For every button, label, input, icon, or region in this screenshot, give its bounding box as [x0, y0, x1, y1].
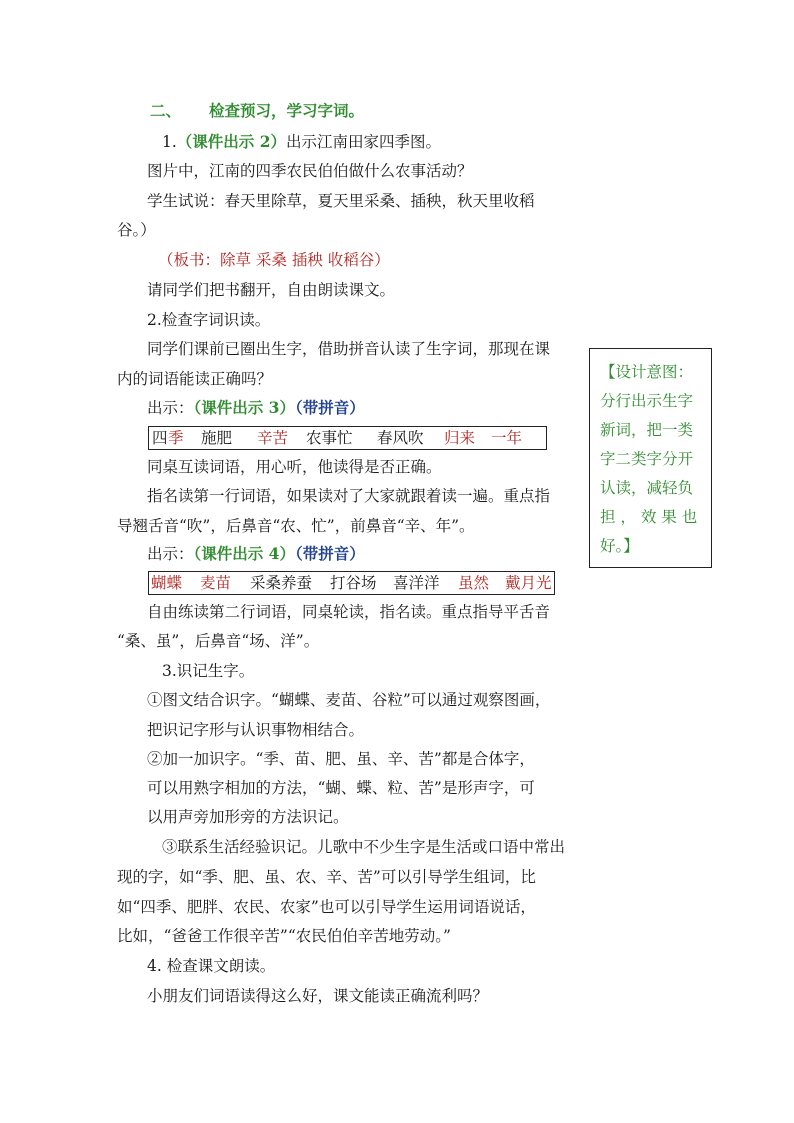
word-daguchang: 打谷场: [330, 574, 377, 592]
answer-line: 学生试说：春天里除草，夏天里采桑、插秧，秋天里收稻: [147, 192, 535, 210]
design-intent-box: [589, 348, 712, 568]
design-intent-line: 字二类字分开: [600, 450, 694, 468]
paragraph-2a: 同学们课前已圈出生字，借助拼音认读了生字词，那现在课: [147, 340, 551, 358]
step-1: [162, 131, 441, 153]
method-3b: 现的字，如“季、肥、虽、农、辛、苦”可以引导学生组词，比: [117, 868, 536, 886]
answer-line-cont: 谷。）: [117, 221, 156, 239]
step-1-number: 1.: [162, 133, 177, 151]
step-3: 3.识记生字。: [162, 662, 255, 680]
open-book-line: 请同学们把书翻开，自由朗读课文。: [147, 281, 396, 299]
word-box-2: [148, 571, 555, 595]
section-heading: [150, 100, 364, 122]
word-box-1: [148, 426, 547, 450]
word-si: 四: [152, 429, 168, 447]
closing-question: 小朋友们词语读得这么好，课文能读正确流利吗？: [147, 987, 489, 1005]
design-intent-line: 新词，把一类: [600, 421, 694, 439]
show-pinyin: （带拼音）: [294, 398, 365, 417]
word-guilai: 归来: [444, 429, 476, 447]
show-tag: （课件出示 3）: [193, 398, 295, 417]
method-1b: 把识记字形与认识事物相结合。: [147, 721, 365, 739]
question-line: 图片中，江南的四季农民伯伯做什么农事活动？: [147, 162, 473, 180]
method-3c: 如“四季、肥胖、农民、农家”也可以引导学生运用词语说话，: [117, 898, 536, 916]
paragraph-4a: 指名读第一行词语，如果读对了大家就跟着读一遍。重点指: [147, 487, 551, 505]
design-intent-line: 认读，减轻负: [600, 479, 694, 497]
word-chunfengchui: 春风吹: [377, 429, 424, 447]
design-intent-line: 好。】: [600, 537, 639, 555]
board-notes: （板书：除草 采桑 插秧 收稻谷）: [158, 251, 390, 269]
word-yinian: 一年: [491, 429, 523, 447]
word-xiyangyang: 喜洋洋: [393, 574, 440, 592]
step-1-text: 出示江南田家四季图。: [285, 133, 441, 151]
paragraph-5b: “桑、虽”，后鼻音“场、洋”。: [117, 632, 320, 650]
word-xinku: 辛苦: [257, 429, 289, 447]
paragraph-4b: 导翘舌音“吹”，后鼻音“农、忙”，前鼻音“辛、年”。: [117, 517, 475, 535]
show-pinyin: （带拼音）: [294, 544, 365, 563]
method-2b: 可以用熟字相加的方法，“蝴、蝶、粒、苦”是形声字，可: [147, 779, 535, 797]
show-prefix: 出示：: [147, 399, 194, 417]
show-line-2: [147, 543, 365, 565]
method-1a: ①图文结合识字。“蝴蝶、麦苗、谷粒”可以通过观察图画，: [147, 691, 551, 709]
word-ji: 季: [168, 429, 184, 447]
design-intent-line: 【设计意图：: [600, 363, 694, 381]
paragraph-3: 同桌互读词语，用心听，他读得是否正确。: [147, 458, 442, 476]
method-3d: 比如，“爸爸工作很辛苦”“农民伯伯辛苦地劳动。”: [117, 927, 451, 945]
word-caisangyangcan: 采桑养蚕: [250, 574, 313, 592]
heading-text: 检查预习，学习字词。: [209, 101, 365, 120]
step-2: 2.检查字词识读。: [147, 311, 271, 329]
show-prefix: 出示：: [147, 545, 194, 563]
paragraph-5a: 自由练读第二行词语，同桌轮读，指名读。重点指导平舌音: [147, 603, 551, 621]
word-maimiao: 麦苗: [200, 574, 232, 592]
step-1-tag: （课件出示 2）: [176, 132, 286, 151]
paragraph-2b: 内的词语能读正确吗？: [117, 370, 273, 388]
show-line-1: [147, 397, 365, 419]
method-3a: ③联系生活经验识记。儿歌中不少生字是生活或口语中常出: [162, 838, 566, 856]
heading-number: 二、: [150, 101, 182, 120]
word-shifei: 施肥: [201, 429, 233, 447]
word-daiyueguang: 戴月光: [505, 574, 552, 592]
step-4: 4. 检查课文朗读。: [147, 957, 276, 975]
method-2a: ②加一加识字。“季、苗、肥、虽、辛、苦”都是合体字，: [147, 750, 535, 768]
word-suiran: 虽然: [458, 574, 490, 592]
show-tag: （课件出示 4）: [193, 544, 295, 563]
word-hudie: 蝴蝶: [151, 574, 183, 592]
design-intent-line: 担 ， 效 果 也: [600, 508, 698, 526]
word-nongshimang: 农事忙: [306, 429, 353, 447]
design-intent-line: 分行出示生字: [600, 392, 694, 410]
method-2c: 以用声旁加形旁的方法识记。: [147, 808, 349, 826]
